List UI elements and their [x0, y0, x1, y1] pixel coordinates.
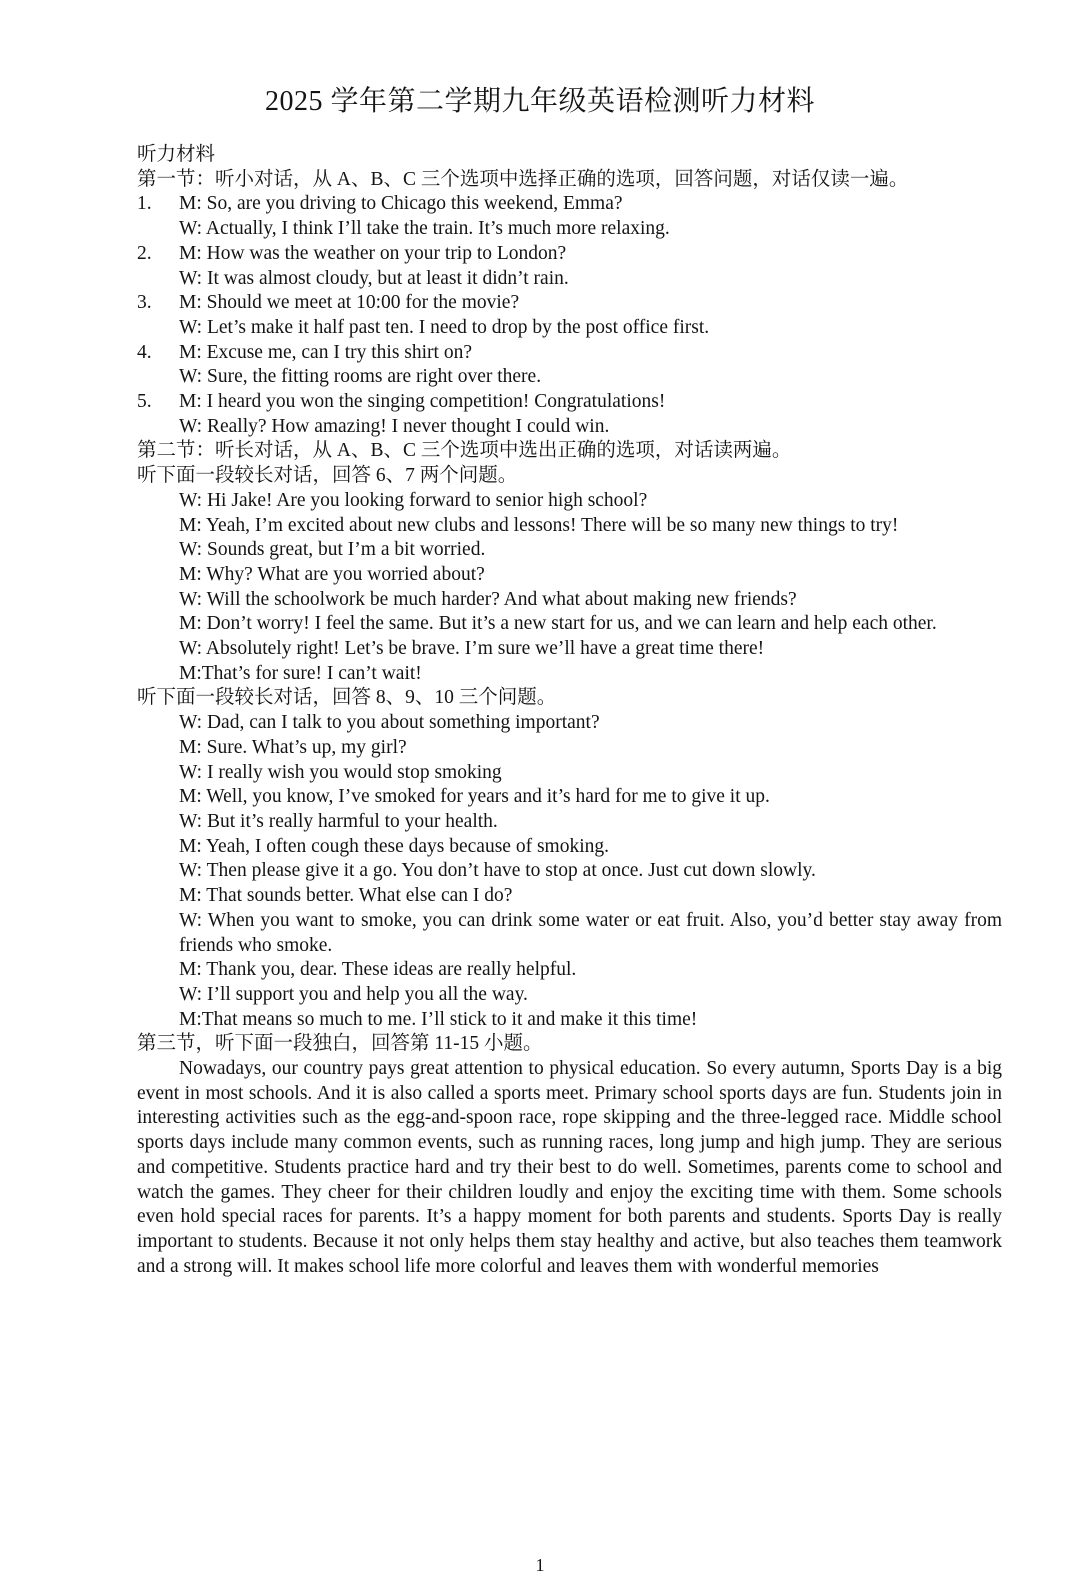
dialogue-line: W: Then please give it a go. You don’t have to stop at once. Just cut down slowly. [179, 860, 816, 882]
dialogue-line: M:That means so much to me. I’ll stick to it and make it this time! [179, 1008, 698, 1030]
dialogue-line: M: Yeah, I’m excited about new clubs and lessons! There will be so many new things to try! [179, 514, 899, 536]
speaker-m-line: M: I heard you won the singing competition! Congratulations! [179, 391, 666, 413]
dialogue-item-4 [137, 341, 1002, 390]
dialogue-line: W: I’ll support you and help you all the way. [179, 983, 528, 1005]
speaker-w-line: W: Really? How amazing! I never thought I could win. [179, 415, 610, 437]
section1-instruction: 第一节：听小对话，从 A、B、C 三个选项中选择正确的选项，回答问题，对话仅读一遍。 [137, 168, 909, 190]
dialogue-line: M: Don’t worry! I feel the same. But it’s a new start for us, and we can learn and help each other. [179, 613, 937, 635]
dialogue-item-3 [137, 291, 1002, 340]
dialogue-line: M: Well, you know, I’ve smoked for years and it’s hard for me to give it up. [179, 786, 770, 808]
item-number: 5. [137, 391, 152, 413]
speaker-m-line: M: Should we meet at 10:00 for the movie? [179, 292, 520, 314]
dialogue-line: M: Thank you, dear. These ideas are really helpful. [179, 959, 577, 981]
item-number: 4. [137, 341, 152, 363]
page-number: 1 [535, 1555, 545, 1575]
speaker-m-line: M: So, are you driving to Chicago this weekend, Emma? [179, 193, 623, 215]
document-title: 2025 学年第二学期九年级英语检测听力材料 [264, 86, 815, 117]
monologue-passage [137, 1057, 1002, 1279]
dialogue1-intro: 听下面一段较长对话，回答 6、7 两个问题。 [137, 465, 518, 487]
document-body [137, 143, 1002, 1279]
speaker-w-line: W: Actually, I think I’ll take the train. It’s much more relaxing. [179, 218, 670, 240]
dialogue-item-1 [137, 192, 1002, 241]
speaker-w-line: W: It was almost cloudy, but at least it didn’t rain. [179, 267, 569, 289]
passage-text: Nowadays, our country pays great attention to physical education. So every autumn, Sports Day is a big event in most schools. And it is also called a sports meet. Primary school sports days are fun. Students join in interesting activities such as the egg-and-spoon race, rope skipping and the three-legged race. Middle school sports days include many common events, such as running races, long jump and high jump. They are serious and competitive. Students practice hard and try their best to do well. Sometimes, parents come to school and watch the games. They cheer for their children loudly and enjoy the exciting time with them. Some schools even hold special races for parents. It’s a happy moment for both parents and students. Sports Day is really important to students. Because it not only helps them stay healthy and active, but also teaches them teamwork and a strong will. It makes school life more colorful and leaves them with wonderful memories [137, 1058, 1002, 1277]
dialogue-line: M: Yeah, I often cough these days because of smoking. [179, 835, 609, 857]
dialogue-line: W: When you want to smoke, you can drink some water or eat fruit. Also, you’d better stay away from friends who smoke. [179, 909, 1002, 956]
speaker-m-line: M: How was the weather on your trip to London? [179, 242, 567, 264]
dialogue-line: W: Dad, can I talk to you about something important? [179, 712, 600, 734]
dialogue-line: M: Sure. What’s up, my girl? [179, 736, 407, 758]
speaker-w-line: W: Sure, the fitting rooms are right over there. [179, 366, 542, 388]
item-number: 3. [137, 292, 152, 314]
section2-instruction: 第二节：听长对话，从 A、B、C 三个选项中选出正确的选项，对话读两遍。 [137, 440, 792, 462]
speaker-w-line: W: Let’s make it half past ten. I need to drop by the post office first. [179, 316, 710, 338]
dialogue2-intro: 听下面一段较长对话，回答 8、9、10 三个问题。 [137, 687, 557, 709]
dialogue-line: M:That’s for sure! I can’t wait! [179, 662, 422, 684]
dialogue-item-2 [137, 242, 1002, 291]
speaker-m-line: M: Excuse me, can I try this shirt on? [179, 341, 472, 363]
dialogue-line: W: I really wish you would stop smoking [179, 761, 502, 783]
dialogue-item-5 [137, 390, 1002, 439]
dialogue-line: W: Sounds great, but I’m a bit worried. [179, 539, 486, 561]
dialogue-line: W: Will the schoolwork be much harder? And what about making new friends? [179, 588, 797, 610]
section-heading: 听力材料 [137, 144, 216, 165]
dialogue-line: W: Absolutely right! Let’s be brave. I’m sure we’ll have a great time there! [179, 638, 765, 660]
section3-instruction: 第三节，听下面一段独白，回答第 11-15 小题。 [137, 1033, 543, 1055]
item-number: 1. [137, 193, 152, 215]
dialogue-line: M: That sounds better. What else can I do? [179, 885, 513, 907]
dialogue-line: W: Hi Jake! Are you looking forward to senior high school? [179, 489, 648, 511]
dialogue-line: M: Why? What are you worried about? [179, 563, 485, 585]
dialogue-line: W: But it’s really harmful to your health. [179, 810, 498, 832]
item-number: 2. [137, 242, 152, 264]
